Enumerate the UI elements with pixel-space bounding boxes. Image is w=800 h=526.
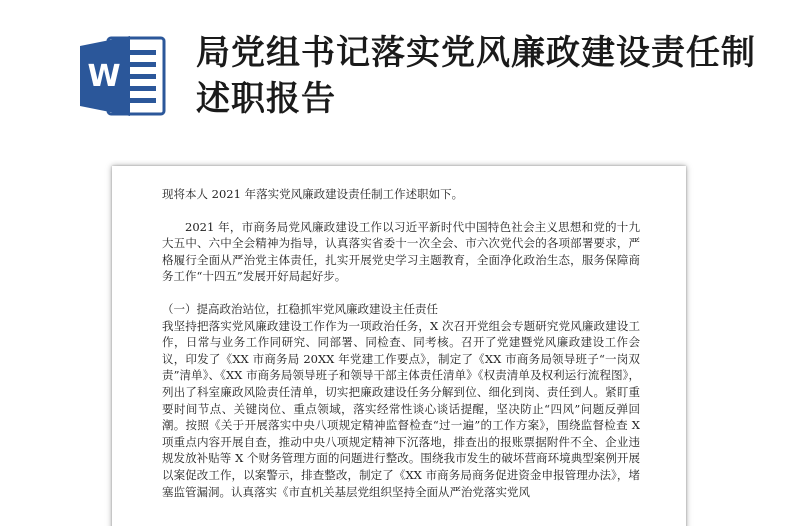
section-1-body: 我坚持把落实党风廉政建设工作作为一项政治任务，X 次召开党组会专题研究党风廉政建设工作，日常与业务工作同研究、同部署、同检查、同考核。召开了党建暨党风廉政建设工作会议，印发了《XX 市商务局 20XX 年党建工作要点》，制定了《XX 市商务局领导班子“一岗双责”清单》、《XX 市商务局领导班子和领导干部主体责任清单》《权责清单及权利运行流程图》，列出了科室廉政风险责任清单，切实把廉政建设任务分解到位、细化到岗、责任到人。紧盯重要时间节点、关键岗位、重点领域，落实经常性谈心谈话提醒，坚决防止“四风”问题反弹回潮。按照《关于开展落实中央八项规定精神监督检查“过一遍”的工作方案》，围绕监督检查 X 项重点内容开展自查，推动中央八项规定精神下沉落地，排查出的报账票据附件不全、企业违规发放补贴等 X 个财务管理方面的问题进行整改。围绕我市发生的破坏营商环境典型案例开展以案促改工作，以案警示，排查整改，制定了《XX 市商务局商务促进资金申报管理办法》，堵塞监管漏洞。认真落实《市直机关基层党组织坚持全面从严治党落实党风 (162, 318, 640, 499)
document-viewport[interactable] (0, 160, 800, 526)
section-1-heading: （一）提高政治站位，扛稳抓牢党风廉政建设主任责任 (162, 301, 438, 316)
page-title: 局党组书记落实党风廉政建设责任制述职报告 (196, 33, 756, 119)
intro-paragraph: 现将本人 2021 年落实党风廉政建设责任制工作述职如下。 (162, 187, 464, 201)
word-icon-letter: W (87, 59, 121, 94)
document-page (112, 166, 686, 526)
paragraph-1: 2021 年，市商务局党风廉政建设工作以习近平新时代中国特色社会主义思想和党的十九大五中、六中全会精神为指导，认真落实省委十一次全会、市六次党代会的各项部署要求，严格履行全面从严治党主体责任，扎实开展党史学习主题教育，全面净化政治生态，服务保障商务工作“十四五”发展开好局起好步。 (162, 219, 640, 284)
header (0, 0, 800, 160)
document-body (162, 186, 640, 500)
word-document-icon (78, 32, 168, 120)
